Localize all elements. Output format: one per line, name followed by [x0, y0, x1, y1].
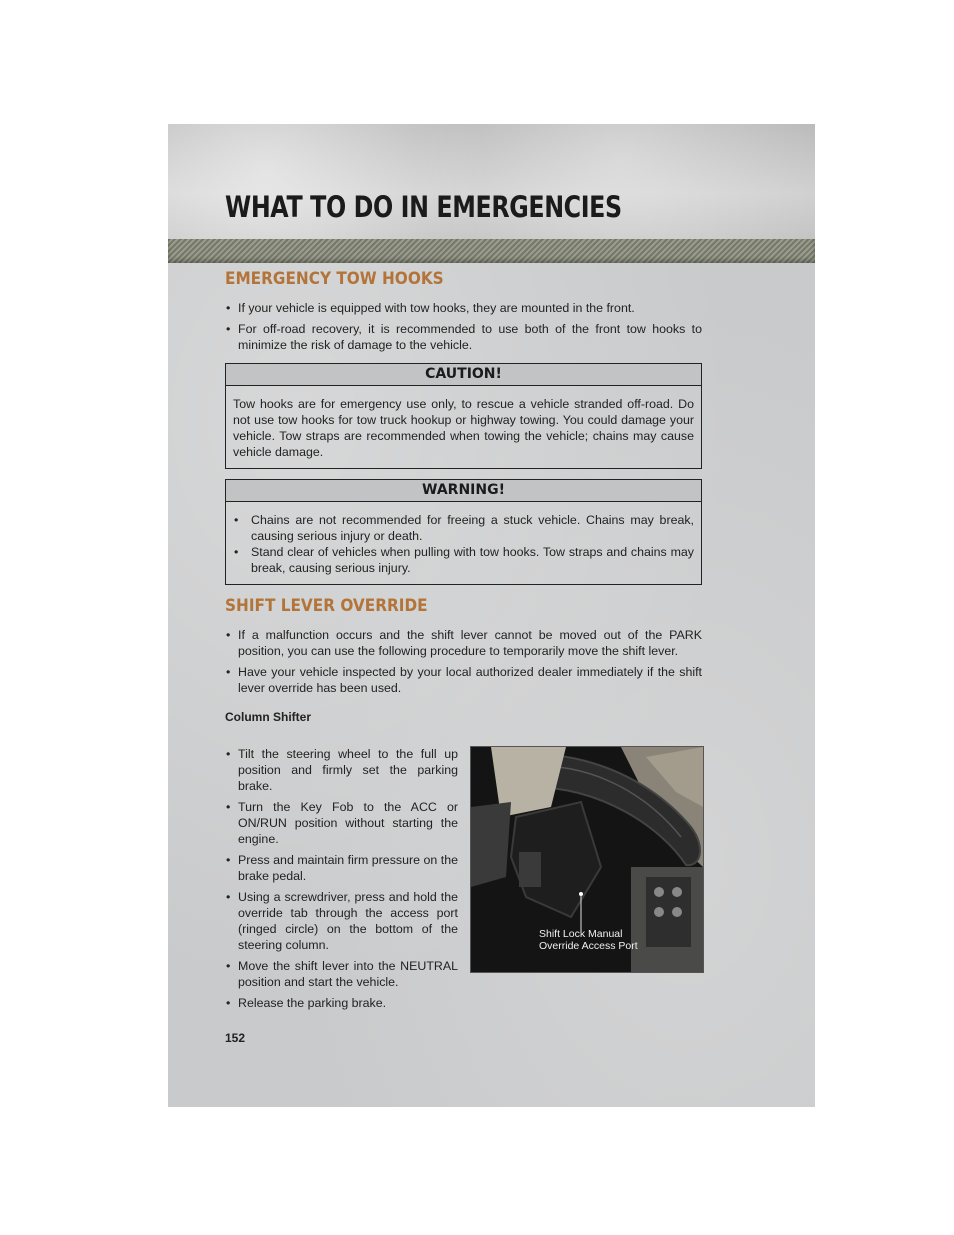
list-item: • Tilt the steering wheel to the full up position and firmly set the parking brake. [225, 746, 458, 794]
list-item: • For off-road recovery, it is recommended to use both of the front tow hooks to minimize the risk of damage to the vehicle. [225, 321, 702, 353]
list-item: • Press and maintain firm pressure on the brake pedal. [225, 852, 458, 884]
page-title: WHAT TO DO IN EMERGENCIES [225, 190, 622, 224]
warning-heading: WARNING! [226, 480, 701, 502]
list-item: • Using a screwdriver, press and hold the override tab through the access port (ringed circle) on the bottom of the steering column. [225, 889, 458, 953]
caution-text: Tow hooks are for emergency use only, to rescue a vehicle stranded off-road. Do not use tow hooks for tow truck hookup or highway towing. You could damage your vehicle. Tow straps are recommended when towing the vehicle; chains may cause vehicle damage. [233, 397, 694, 459]
section-title-tow-hooks: EMERGENCY TOW HOOKS [225, 269, 444, 289]
page-header [168, 124, 815, 239]
photo-caption-line: Shift Lock Manual [539, 928, 623, 940]
list-item: • Turn the Key Fob to the ACC or ON/RUN position without starting the engine. [225, 799, 458, 847]
shift-lever-list [225, 627, 702, 696]
section-title-shift-lever: SHIFT LEVER OVERRIDE [225, 596, 428, 616]
list-item: • If your vehicle is equipped with tow hooks, they are mounted in the front. [225, 300, 702, 316]
manual-page [168, 124, 815, 1107]
column-shifter-subheading: Column Shifter [225, 710, 311, 724]
header-stripe [168, 239, 815, 263]
warning-body [226, 502, 701, 584]
photo-caption [539, 928, 638, 952]
warning-list [233, 512, 694, 576]
steering-column-photo [471, 747, 703, 972]
caution-heading: CAUTION! [226, 364, 701, 386]
warning-box [225, 479, 702, 585]
tow-hooks-list [225, 300, 702, 353]
list-item: • Move the shift lever into the NEUTRAL position and start the vehicle. [225, 958, 458, 990]
page-number: 152 [225, 1031, 246, 1045]
list-item: • Release the parking brake. [225, 995, 458, 1011]
list-item: • Have your vehicle inspected by your local authorized dealer immediately if the shift lever override has been used. [225, 664, 702, 696]
list-item: • If a malfunction occurs and the shift lever cannot be moved out of the PARK position, you can use the following procedure to temporarily move the shift lever. [225, 627, 702, 659]
column-shifter-steps [225, 746, 458, 1011]
list-item: • Stand clear of vehicles when pulling with tow hooks. Tow straps and chains may break, causing serious injury. [233, 544, 694, 576]
list-item: • Chains are not recommended for freeing a stuck vehicle. Chains may break, causing serious injury or death. [233, 512, 694, 544]
caution-box [225, 363, 702, 469]
photo-caption-line: Override Access Port [539, 940, 638, 952]
